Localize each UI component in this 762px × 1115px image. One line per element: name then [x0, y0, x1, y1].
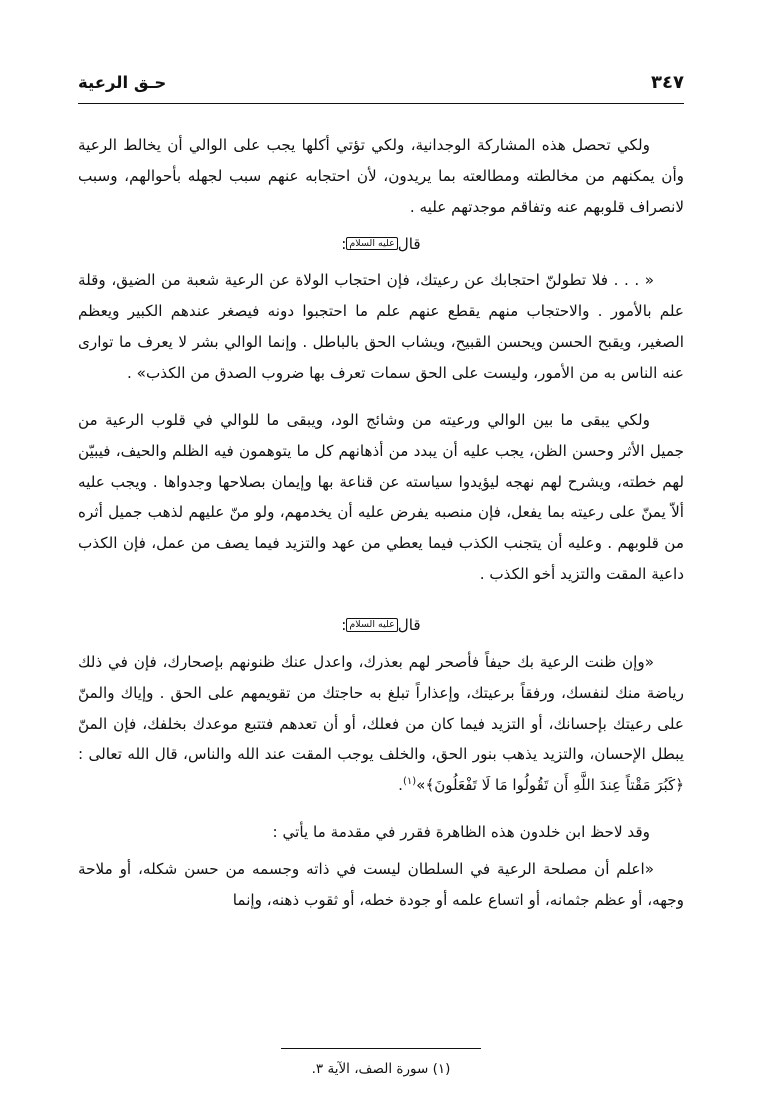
quote-2-end: .	[398, 776, 403, 795]
page-number: ٣٤٧	[651, 72, 684, 93]
spacer	[78, 807, 684, 817]
spacer	[78, 395, 684, 405]
footnote-area	[78, 1030, 684, 1081]
quote-2-text: «وإن ظنت الرعية بك حيفاً فأصحر لهم بعذرك، واعدل عنك ظنونهم بإصحارك، فإن في ذلك رياضة منك لنفسك، ورفقاً برعيتك، وإعذاراً تبلغ به حاجتك من تقويمهم على الحق . وإياك والمنّ على رعيتك بإحسانك، أو التزيد فيما كان من فعلك، أو أن تعدهم فتتبع موعدك بخلفك، فإن المنّ يبطل الإحسان، والتزيد يذهب بنور الحق، والخلف يوجب المقت عند الله والناس، قال الله تعالى :	[78, 652, 684, 764]
page-header	[78, 72, 684, 95]
spacer	[78, 596, 684, 606]
honorific-icon-1: عليه السلام	[346, 237, 397, 251]
quran-verse: ﴿كَبُرَ مَقْتاً عِندَ اللَّهِ أَن تَقُولُوا مَا لَا تَفْعَلُونَ﴾	[425, 776, 684, 795]
footnote-text: (١) سورة الصف، الآية ٣.	[311, 1060, 451, 1077]
attribution-line-2	[78, 610, 684, 641]
quote-2-close: »	[416, 776, 426, 795]
footnote-divider	[281, 1048, 481, 1049]
paragraph-2: ولكي يبقى ما بين الوالي ورعيته من وشائج الود، ويبقى ما للوالي في قلوب الرعية من جميل الأثر وحسن الظن، يجب عليه أن يبدد من أذهانهم كل ما يتوهمون فيه الظلم والحيف، فيبيّن لهم خطته، ويشرح لهم نهجه ليؤيدوا سياسته عن قناعة بها وإيمان بصلاحها وجدواها . ويجب عليه ألاّ يمنّ على رعيته بما يفعل، فإن منصبه يفرض عليه أن يخدمهم، ولو منّ عليهم لذهب جميل أثره من قلوبهم . وعليه أن يتجنب الكذب فيما يعطي من عهد والتزيد فيما يصف من عمل، فإن الكذب داعية المقت والتزيد أخو الكذب .	[78, 410, 684, 584]
said-label-1: قال	[397, 234, 421, 253]
said-colon-2: :	[341, 616, 347, 635]
body-text	[78, 130, 684, 916]
said-label-2: قال	[397, 616, 421, 635]
paragraph-3: وقد لاحظ ابن خلدون هذه الظاهرة فقرر في مقدمة ما يأتي :	[272, 823, 650, 842]
paragraph-1: ولكي تحصل هذه المشاركة الوجدانية، ولكي تؤتي أكلها يجب على الوالي أن يخالط الرعية وأن يمكنهم من مخالطته ومطالعته بما يريدون، لأن احتجابه عنهم سبب لجهله بأحوالهم، وسبب لانصراف قلوبهم عنه وتفاقم موجدتهم عليه .	[78, 136, 684, 216]
quote-2	[78, 647, 684, 801]
said-colon-1: :	[341, 234, 347, 253]
header-divider	[78, 103, 684, 104]
chapter-title: حـق الرعية	[78, 73, 167, 92]
honorific-icon-2: عليه السلام	[346, 618, 397, 632]
quote-1: « . . . فلا تطولنّ احتجابك عن رعيتك، فإن احتجاب الولاة عن الرعية شعبة من الضيق، وقلة علم بالأمور . والاحتجاب منهم يقطع عنهم علم ما احتجبوا دونه فيصغر عندهم الكبير ويعظم الصغير، ويقبح الحسن ويحسن القبيح، ويشاب الحق بالباطل . وإنما الوالي بشر لا يعرف ما توارى عنه الناس به من الأمور، وليست على الحق سمات تعرف بها ضروب الصدق من الكذب» .	[78, 271, 684, 383]
quote-3: «اعلم أن مصلحة الرعية في السلطان ليست في ذاته وجسمه من حسن شكله، أو ملاحة وجهه، أو عظم جثمانه، أو اتساع علمه أو جودة خطه، أو ثقوب ذهنه، وإنما	[78, 860, 684, 909]
footnote-marker: (١)	[402, 776, 417, 788]
attribution-line-1	[78, 229, 684, 260]
